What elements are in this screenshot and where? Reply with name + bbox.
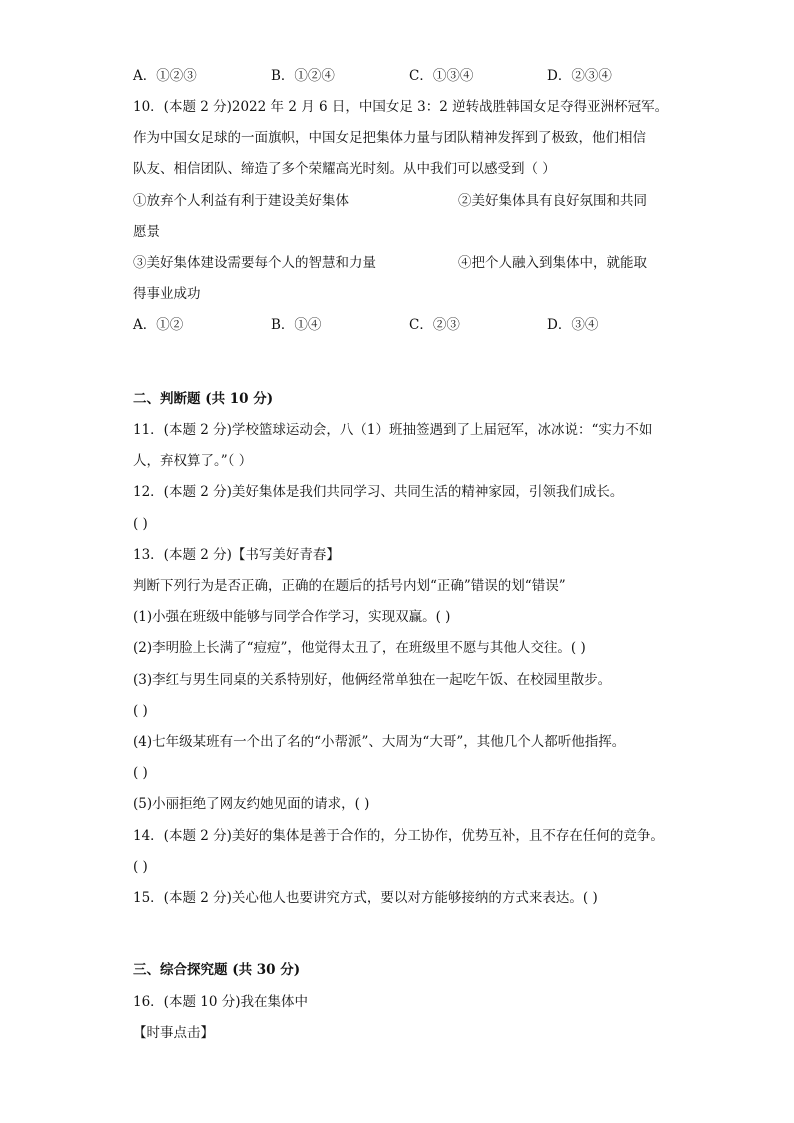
q12-line1: 12．(本题 2 分)美好集体是我们共同学习、共同生活的精神家园，引领我们成长。 [133,484,624,500]
q10-item-2: ②美好集体具有良好氛围和共同 [458,193,647,209]
q10-option-c: C．②③ [409,317,460,333]
q9-option-a: A．①②③ [133,68,197,84]
q15-line1: 15．(本题 2 分)关心他人也要讲究方式，要以对方能够接纳的方式来表达。( ) [133,890,598,906]
q12-answer-blank: ( ) [133,516,148,532]
q14-line1: 14．(本题 2 分)美好的集体是善于合作的，分工协作，优势互补，且不存在任何的竞争。 [133,828,664,844]
q10-item-1: ①放弃个人利益有利于建设美好集体 [133,193,349,209]
q13-instructions: 判断下列行为是否正确，正确的在题后的括号内划“正确”错误的划“错误” [133,578,566,594]
q16-subheading: 【时事点击】 [133,1025,214,1041]
q9-option-c: C．①③④ [409,68,474,84]
section-2-heading: 二、判断题 (共 10 分) [133,391,274,407]
q9-option-b: B．①②④ [271,68,335,84]
q10-item-2-cont: 愿景 [133,224,160,240]
q14-answer-blank: ( ) [133,859,148,875]
q10-option-a: A．①② [133,317,184,333]
q13-sub-5: (5)小丽拒绝了网友约她见面的请求，( ) [133,796,370,812]
q13-sub-4-blank: ( ) [133,765,148,781]
q13-sub-1: (1)小强在班级中能够与同学合作学习，实现双赢。( ) [133,609,451,625]
section-3-heading: 三、综合探究题 (共 30 分) [133,962,301,978]
q10-item-3: ③美好集体建设需要每个人的智慧和力量 [133,255,376,271]
q10-item-4-cont: 得事业成功 [133,286,201,302]
q16-line1: 16．(本题 10 分)我在集体中 [133,994,308,1010]
q10-stem-line3: 队友、相信团队、缔造了多个荣耀高光时刻。从中我们可以感受到（ ） [133,161,556,177]
q10-stem-line1: 10．(本题 2 分)2022 年 2 月 6 日，中国女足 3：2 逆转战胜韩国女足夺得亚洲杯冠军。 [133,99,669,115]
q11-line2: 人，弃权算了。”（ ） [133,453,253,469]
q10-option-d: D．③④ [547,317,599,333]
q10-stem-line2: 作为中国女足球的一面旗帜，中国女足把集体力量与团队精神发挥到了极致，他们相信 [133,130,646,146]
q10-option-b: B．①④ [271,317,322,333]
q13-sub-4: (4)七年级某班有一个出了名的“小帮派”、大周为“大哥”，其他几个人都听他指挥。 [133,734,626,750]
q11-line1: 11．(本题 2 分)学校篮球运动会，八（1）班抽签遇到了上届冠军，冰冰说：“实力不如 [133,422,653,438]
q13-sub-3-blank: ( ) [133,703,148,719]
q13-sub-2: (2)李明脸上长满了“痘痘”，他觉得太丑了，在班级里不愿与其他人交往。( ) [133,640,586,656]
q13-line1: 13．(本题 2 分)【书写美好青春】 [133,547,340,563]
q9-option-d: D．②③④ [547,68,612,84]
q10-item-4: ④把个人融入到集体中，就能取 [458,255,647,271]
q13-sub-3: (3)李红与男生同桌的关系特别好，他俩经常单独在一起吃午饭、在校园里散步。 [133,672,612,688]
